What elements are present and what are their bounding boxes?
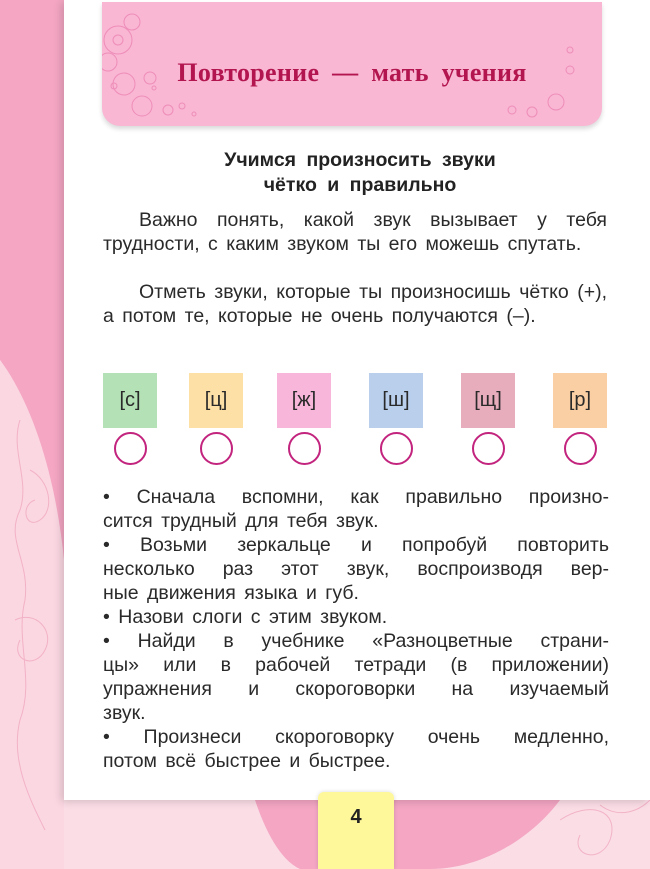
page-number: 4	[318, 792, 394, 869]
tip-line: несколько раз этот звук, воспроизводя вер-	[103, 558, 609, 580]
sound-mark-circle[interactable]	[114, 432, 147, 465]
sound-mark-circle[interactable]	[288, 432, 321, 465]
tip-line: сится трудный для тебя звук.	[103, 510, 379, 532]
sound-card: [с]	[103, 373, 157, 428]
sound-mark-circle[interactable]	[380, 432, 413, 465]
intro-paragraph-2: Отметь звуки, которые ты произносишь чётко (+), а потом те, которые не очень получаются (–).	[103, 281, 607, 327]
sound-card: [ш]	[369, 373, 423, 428]
sound-card: [р]	[553, 373, 607, 428]
sound-item	[553, 373, 607, 465]
section-title-line1: Учимся произносить звуки	[224, 149, 496, 171]
section-title-line2: чётко и правильно	[263, 174, 457, 196]
header-banner	[102, 2, 602, 126]
tip-line: звук.	[103, 702, 146, 724]
tip-line: • Назови слоги с этим звуком.	[103, 606, 388, 628]
tip-line: цы» или в рабочей тетради (в приложении)	[103, 654, 609, 676]
tip-line: потом всё быстрее и быстрее.	[103, 750, 391, 772]
tip-line: • Возьми зеркальце и попробуй повторить	[103, 534, 609, 556]
sound-item	[461, 373, 515, 465]
sound-card: [щ]	[461, 373, 515, 428]
sound-mark-circle[interactable]	[200, 432, 233, 465]
section-title	[100, 148, 620, 198]
sound-item	[369, 373, 423, 465]
tip-line: • Произнеси скороговорку очень медленно,	[103, 726, 609, 748]
sound-item	[103, 373, 157, 465]
tip-line: ные движения языка и губ.	[103, 582, 359, 604]
sound-item	[189, 373, 243, 465]
tip-line: • Сначала вспомни, как правильно произно-	[103, 486, 609, 508]
sound-mark-circle[interactable]	[472, 432, 505, 465]
sound-selector-row	[103, 373, 609, 463]
sound-item	[277, 373, 331, 465]
tips-list	[103, 485, 609, 773]
sound-mark-circle[interactable]	[564, 432, 597, 465]
header-title: Повторение — мать учения	[177, 58, 527, 87]
tip-line: • Найди в учебнике «Разноцветные страни-	[103, 630, 609, 652]
tip-line: упражнения и скороговорки на изучаемый	[103, 678, 609, 700]
sound-card: [ж]	[277, 373, 331, 428]
sound-card: [ц]	[189, 373, 243, 428]
intro-paragraph-1: Важно понять, какой звук вызывает у тебя трудности, с каким звуком ты его можешь спутать.	[103, 209, 607, 255]
